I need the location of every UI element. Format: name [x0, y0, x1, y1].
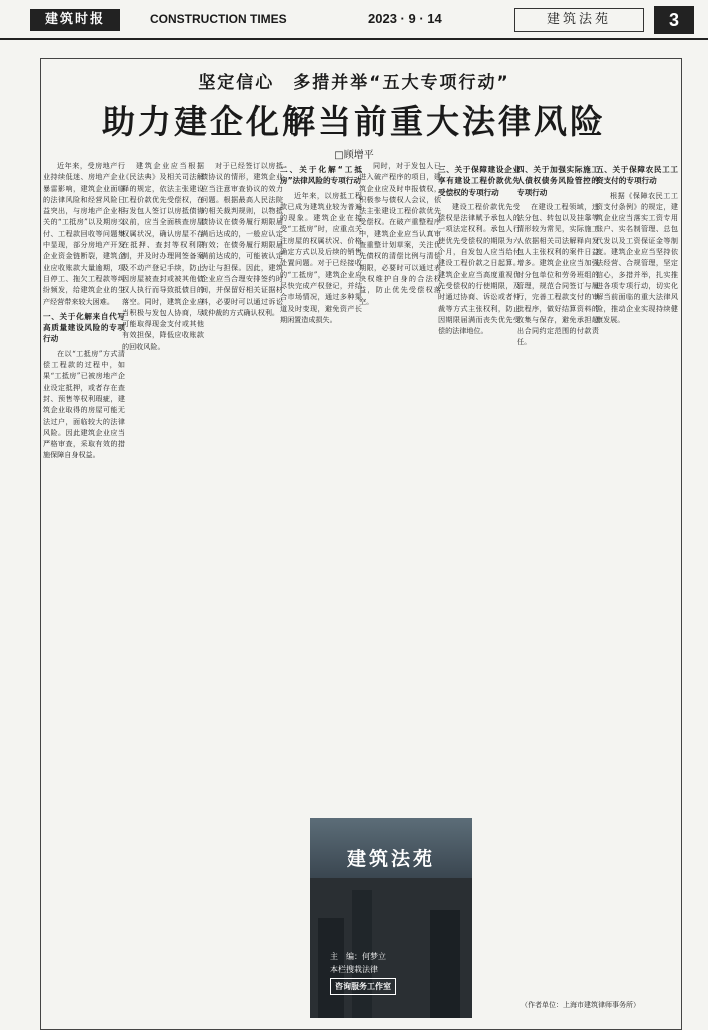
advert-title: 建筑法苑 — [346, 848, 435, 870]
issue-date: 2023 · 9 · 14 — [368, 11, 442, 26]
section-heading: 四、关于加强实际施工人债权债务风险管控的专项行动 — [517, 165, 599, 197]
article-headline: 助力建企化解当前重大法律风险 — [102, 102, 606, 141]
page-number: 3 — [654, 6, 694, 34]
article-kicker: 坚定信心 多措并举“五大专项行动” — [198, 73, 510, 93]
text-column — [201, 160, 283, 1018]
paragraph: 对于已经签订以房抵债协议的情形，建筑企业应当注意审查协议的效力问题。根据最高人民法院的相关裁判规则，以物抵债协议在债务履行期限届满后达成的，一般应认定有效；在债务履行期限届满前达成的，可能被认定为让与担保。因此，建筑企业应当合理安排签约时间，并保留好相关证据材料，必要时可以通过诉讼或仲裁的方式确认权利。 — [201, 161, 283, 317]
section-tag: 建筑法苑 — [514, 8, 644, 32]
paragraph: 在以“工抵房”方式清偿工程款的过程中，如果“工抵房”已被房地产企业设定抵押，或者存在查封、预售等权利瑕疵，建筑企业取得的房屋可能无法过户，面临较大的法律风险。因此建筑企业应当严格审查，采取有效的措施保障自身权益。 — [43, 348, 125, 460]
section-heading: 一、关于化解来自代写高质量建设风险的专项行动 — [43, 311, 125, 344]
paragraph: 同时，对于发包人已进入破产程序的项目，建筑企业应及时申报债权，积极参与债权人会议，依法主张建设工程价款优先受偿权。在破产重整程序中，建筑企业应当认真审查重整计划草案，关注优先债权的清偿比例与清偿期限，必要时可以通过表决权维护自身的合法权益，防止优先受偿权落空。 — [359, 161, 441, 306]
paragraph: 近年来，以房抵工程款已成为建筑业较为普遍的现象。建筑企业在接受“工抵房”时，应重点关注房屋的权属状况、价格确定方式以及后续的销售处置问题。对于已经接收的“工抵房”，建筑企业应尽快完成产权登记，并结合市场情况，通过多种渠道及时变现，避免资产长期闲置造成损失。 — [280, 190, 362, 324]
text-column — [122, 160, 204, 1018]
text-column — [517, 160, 599, 1018]
text-column — [43, 160, 125, 1018]
column-advert — [310, 818, 472, 1018]
paragraph: 在建设工程领域，违法分包、转包以及挂靠等情形较为常见，实际施工人依据相关司法解释向发包人主张权利的案件日益增多。建筑企业应当加强对分包单位和劳务班组的管理，规范合同签订与履行，完善工程款支付的审批程序，做好结算资料的收集与保存，避免承担超出合同约定范围的付款责任。 — [517, 201, 599, 347]
article-byline: □顾增平 — [334, 150, 374, 161]
paragraph: 建筑企业应当根据《民法典》及相关司法解释的规定，依法主张建设工程价款优先受偿权，在与发包人签订以房抵债协议前，应当全面核查房屋权属状况，确认房屋不存在抵押、查封等权利限制，并及时办理网签备案及不动产登记手续，防止因房屋被查封或被其他债权人执行而导致抵债目的落空。同时，建筑企业应当积极与发包人协商，尽可能取得现金支付或其他有效担保，降低应收账款的回收风险。 — [122, 161, 204, 351]
section-heading: 五、关于保障农民工工资支付的专项行动 — [596, 165, 678, 186]
text-column — [280, 160, 362, 810]
author-note: （作者单位：上海市建筑律师事务所） — [521, 1001, 640, 1009]
paragraph: 建设工程价款优先受偿权是法律赋予承包人的一项法定权利。承包人行使优先受偿权的期限为六个月，自发包人应当给付建设工程价款之日起算。建筑企业应当高度重视优先受偿权的行使期限，及时通过协商、诉讼或者仲裁等方式主张权利，防止因期限届满而丧失优先受偿的法律地位。 — [438, 201, 520, 336]
section-heading: 三、关于保障建设企业享有建设工程价款优先受偿权的专项行动 — [438, 165, 520, 197]
advert-info — [330, 950, 450, 995]
masthead — [0, 0, 708, 40]
paragraph: 近年来，受房地产行业持续低迷、房地产企业暴雷影响，建筑企业面临的法律风险和经营风险日益突出，与房地产企业相关的“工抵房”以及期房交付、工程款回收等问题集中显现，部分房地产开发企业资金链断裂，建筑企业应收账款大量逾期，项目停工、拖欠工程款等纠纷频发，给建筑企业的生产经营带来较大困难。 — [43, 161, 125, 306]
section-heading: 二、关于化解“工抵房”法律风险的专项行动 — [280, 165, 362, 186]
advert-sponsor: 本栏搜栽法律 — [330, 965, 378, 974]
paper-name: CONSTRUCTION TIMES — [150, 12, 287, 26]
text-column — [359, 160, 441, 810]
text-column — [596, 160, 678, 1018]
advert-service: 咨询服务工作室 — [330, 978, 396, 995]
advert-editor: 主 编：何梦立 — [330, 952, 386, 961]
newspaper-logo: 建筑时报 — [30, 9, 120, 31]
paragraph: 根据《保障农民工工资支付条例》的规定，建筑企业应当落实工资专用账户、实名制管理、总包代发以及工资保证金等制度。建筑企业应当坚持依法经营、合规管理，坚定信心，多措并举，扎实推进各项专项行动，切实化解当前面临的重大法律风险，推动企业实现持续健康发展。 — [596, 190, 678, 324]
